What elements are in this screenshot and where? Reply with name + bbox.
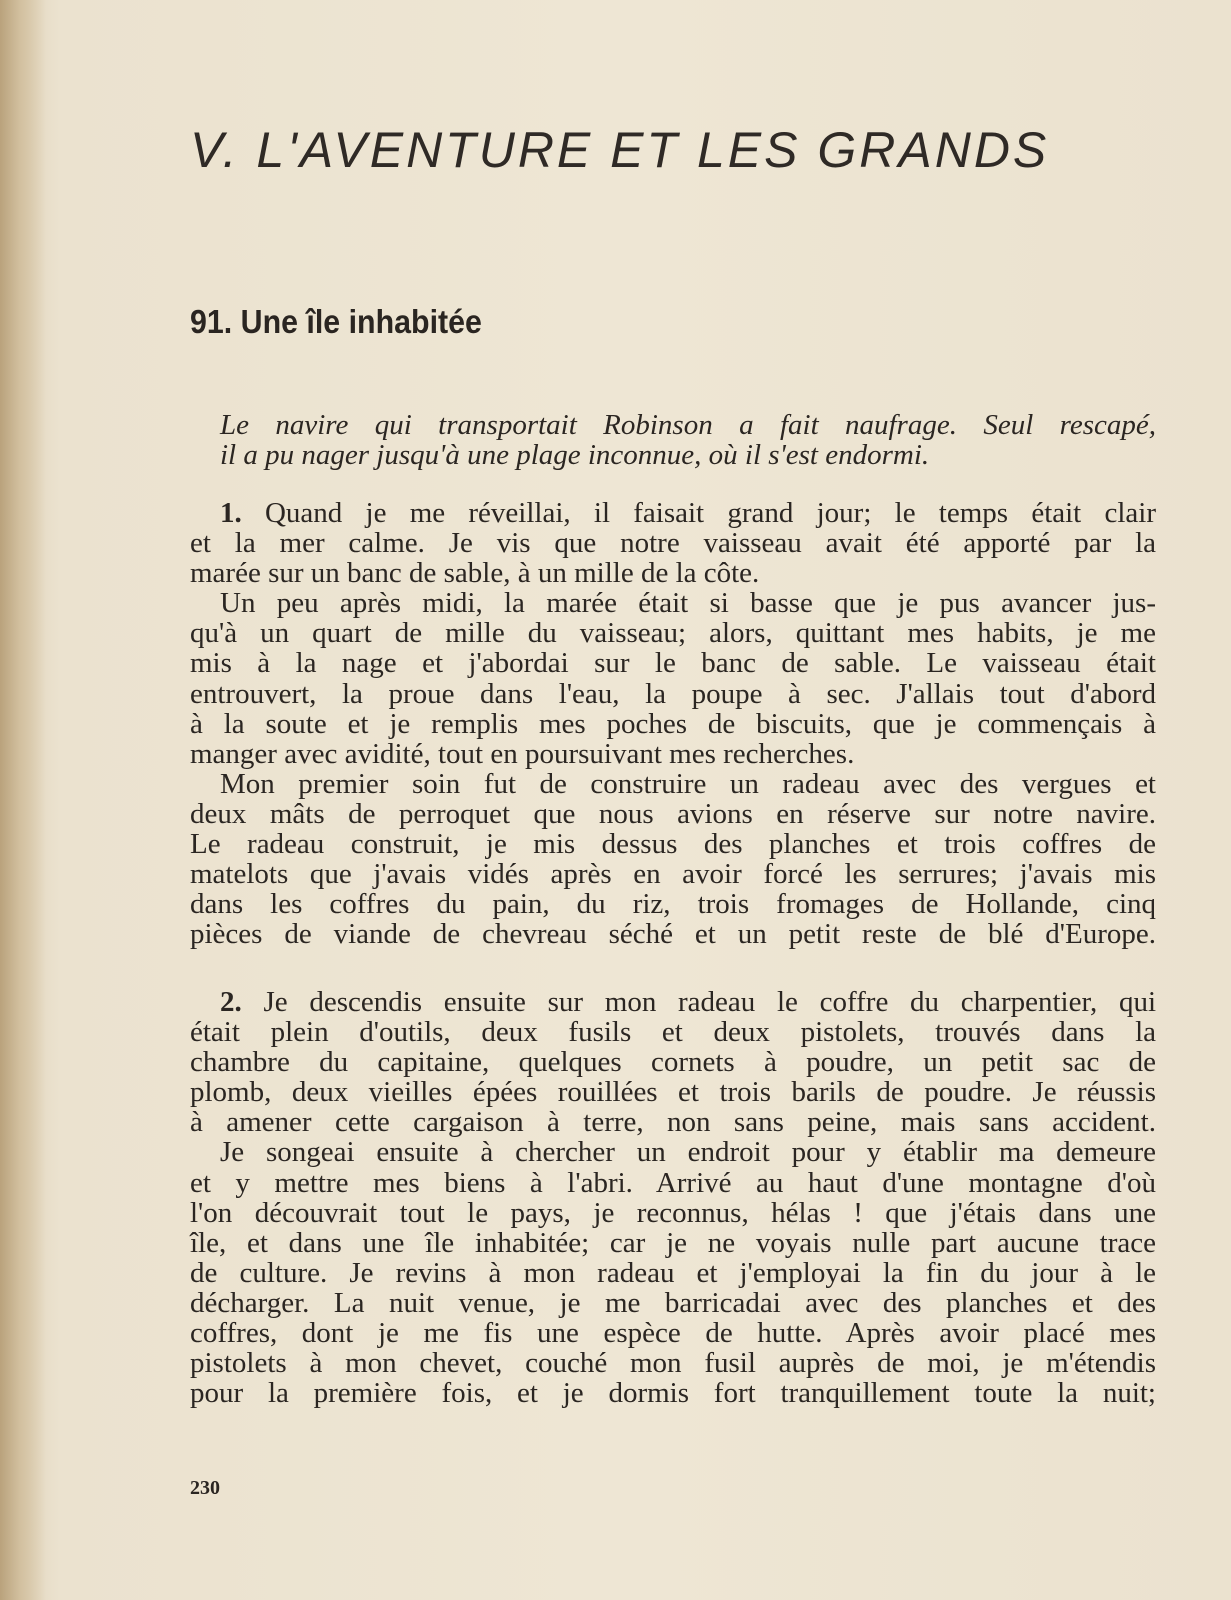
page-gutter-shadow [0,0,46,1600]
part-number: 1. [220,497,242,529]
text-line: qu'à un quart de mille du vaisseau; alors, quittant mes habits, je me [190,617,1156,650]
intro-line: il a pu nager jusqu'à une plage inconnue, où il s'est endormi. [220,439,930,472]
text-line-content: Quand je me réveillai, il faisait grand jour; le temps était clair [241,497,1156,529]
text-line: plomb, deux vieilles épées rouillées et trois barils de poudre. Je réussis [190,1076,1156,1109]
text-line: entrouvert, la proue dans l'eau, la poupe à sec. J'allais tout d'abord [190,677,1156,710]
text-line: Je songeai ensuite à chercher un endroit pour y établir ma demeure [220,1136,1156,1169]
text-line: pièces de viande de chevreau séché et un petit reste de blé d'Europe. [190,918,1156,951]
text-line: Mon premier soin fut de construire un radeau avec des vergues et [220,767,1156,800]
text-line: dans les coffres du pain, du riz, trois fromages de Hollande, cinq [190,888,1156,921]
text-line: l'on découvrait tout le pays, je reconnus, hélas ! que j'étais dans une [190,1196,1156,1229]
text-line: de culture. Je revins à mon radeau et j'employai la fin du jour à le [190,1256,1156,1289]
text-line: marée sur un banc de sable, à un mille de la côte. [190,557,760,590]
text-line [190,987,1156,1017]
text-line: deux mâts de perroquet que nous avions en réserve sur notre navire. [190,797,1156,830]
section-heading: 91. Une île inhabitée [190,303,482,340]
text-line: décharger. La nuit venue, je me barricadai avec des planches et des [190,1286,1156,1319]
text-line: matelots que j'avais vidés après en avoir forcé les serrures; j'avais mis [190,858,1156,891]
text-line: Un peu après midi, la marée était si basse que je pus avancer jus- [220,587,1156,620]
text-line-content: Je descendis ensuite sur mon radeau le coffre du charpentier, qui [241,986,1156,1018]
text-part-2 [190,987,1156,1408]
text-line: était plein d'outils, deux fusils et deux pistolets, trouvés dans la [190,1016,1156,1049]
text-line: et la mer calme. Je vis que notre vaisseau avait été apporté par la [190,527,1156,560]
text-line: Le radeau construit, je mis dessus des planches et trois coffres de [190,828,1156,861]
text-line: pour la première fois, et je dormis fort tranquillement toute la nuit; [190,1377,1156,1410]
text-line: à la soute et je remplis mes poches de biscuits, que je commençais à [190,707,1156,740]
text-line: mis à la nage et j'abordai sur le banc de sable. Le vaisseau était [190,647,1156,680]
text-line: coffres, dont je me fis une espèce de hutte. Après avoir placé mes [190,1317,1156,1350]
intro-paragraph [190,410,1156,470]
text-line: manger avec avidité, tout en poursuivant mes recherches. [190,737,855,770]
text-line: pistolets à mon chevet, couché mon fusil auprès de moi, je m'étendis [190,1347,1156,1380]
intro-line: Le navire qui transportait Robinson a fait naufrage. Seul rescapé, [220,409,1156,441]
text-line: à amener cette cargaison à terre, non sans peine, mais sans accident. [190,1106,1156,1139]
text-part-1 [190,498,1156,949]
text-line [190,498,1156,528]
text-line: île, et dans une île inhabitée; car je ne voyais nulle part aucune trace [190,1226,1156,1259]
chapter-title: V. L'AVENTURE ET LES GRANDS [190,122,1050,178]
part-number: 2. [220,986,242,1018]
page-number: 230 [190,1477,220,1499]
text-line: et y mettre mes biens à l'abri. Arrivé au haut d'une montagne d'où [190,1166,1156,1199]
text-line: chambre du capitaine, quelques cornets à poudre, un petit sac de [190,1046,1156,1079]
